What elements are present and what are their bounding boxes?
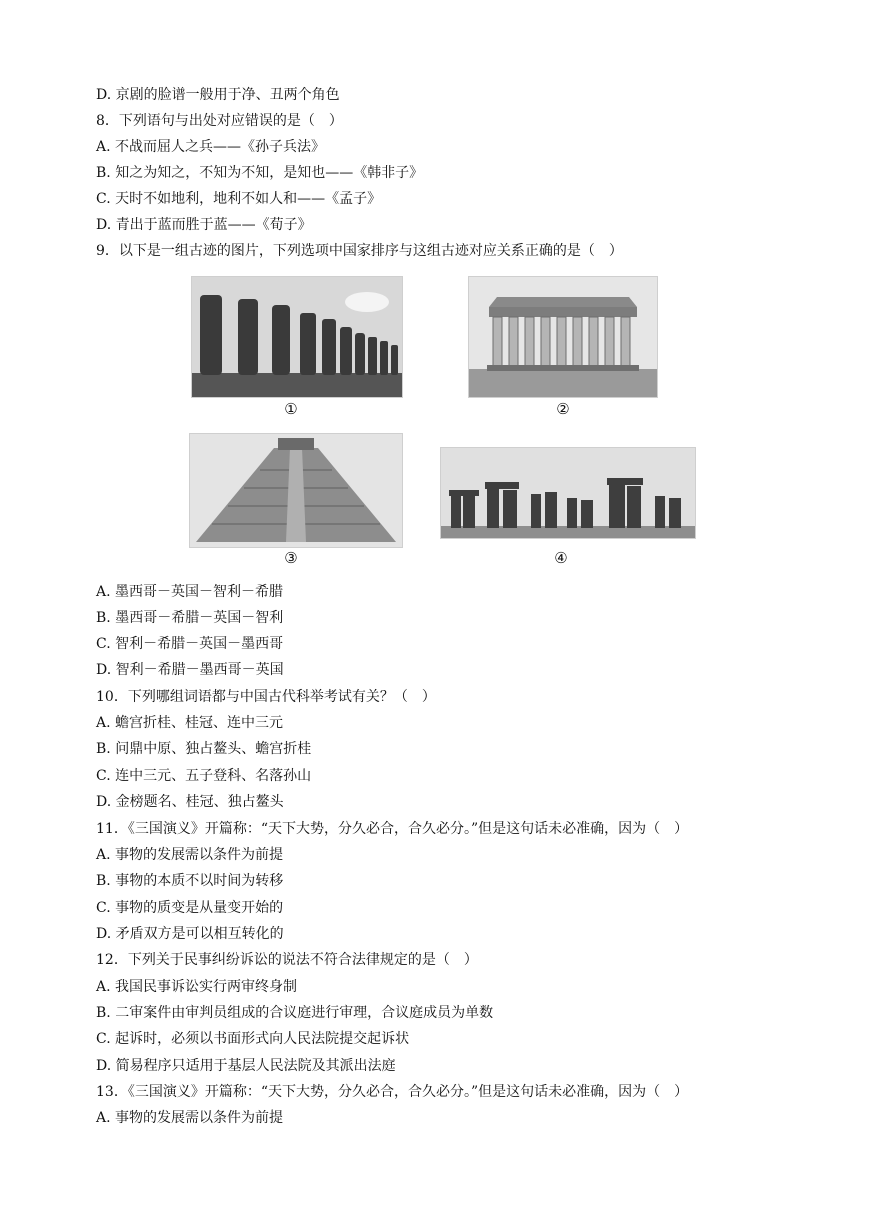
- question-11: 11．《三国演义》开篇称：“天下大势，分久必合，合久必分。”但是这句话未必准确，因为（ ）: [96, 821, 689, 837]
- option-c-q10: C. 连中三元、五子登科、名落孙山: [96, 768, 312, 784]
- option-a-q13: A. 事物的发展需以条件为前提: [96, 1110, 284, 1126]
- option-b-q9: B. 墨西哥－希腊－英国－智利: [96, 610, 284, 626]
- option-d-q7: D. 京剧的脸谱一般用于净、丑两个角色: [96, 87, 340, 103]
- question-13: 13．《三国演义》开篇称：“天下大势，分久必合，合久必分。”但是这句话未必准确，因为（ ）: [96, 1084, 689, 1100]
- option-a-q9: A. 墨西哥－英国－智利－希腊: [96, 584, 284, 600]
- option-d-q12: D. 简易程序只适用于基层人民法院及其派出法庭: [96, 1058, 396, 1074]
- image-caption-1: ①: [284, 400, 298, 418]
- option-c-q9: C. 智利－希腊－英国－墨西哥: [96, 636, 284, 652]
- option-b-q11: B. 事物的本质不以时间为转移: [96, 873, 284, 889]
- question-12: 12．下列关于民事纠纷诉讼的说法不符合法律规定的是（ ）: [96, 952, 478, 968]
- parthenon-photo: [468, 276, 658, 398]
- option-c-q8: C. 天时不如地利，地利不如人和——《孟子》: [96, 191, 382, 207]
- option-d-q8: D. 青出于蓝而胜于蓝——《荀子》: [96, 217, 312, 233]
- option-c-q12: C. 起诉时，必须以书面形式向人民法院提交起诉状: [96, 1031, 410, 1047]
- option-c-q11: C. 事物的质变是从量变开始的: [96, 900, 284, 916]
- image-caption-4: ④: [554, 549, 568, 567]
- option-d-q9: D. 智利－希腊－墨西哥－英国: [96, 662, 284, 678]
- option-b-q8: B. 知之为知之，不知为不知，是知也——《韩非子》: [96, 165, 424, 181]
- option-b-q10: B. 问鼎中原、独占鳌头、蟾宫折桂: [96, 741, 312, 757]
- mayan-pyramid-photo: [189, 433, 403, 548]
- option-a-q11: A. 事物的发展需以条件为前提: [96, 847, 284, 863]
- question-9: 9．以下是一组古迹的图片，下列选项中国家排序与这组古迹对应关系正确的是（ ）: [96, 243, 623, 259]
- option-d-q10: D. 金榜题名、桂冠、独占鳌头: [96, 794, 284, 810]
- image-caption-2: ②: [556, 400, 570, 418]
- moai-statues-photo: [191, 276, 403, 398]
- option-a-q12: A. 我国民事诉讼实行两审终身制: [96, 979, 298, 995]
- option-a-q8: A. 不战而屈人之兵——《孙子兵法》: [96, 139, 326, 155]
- option-b-q12: B. 二审案件由审判员组成的合议庭进行审理，合议庭成员为单数: [96, 1005, 494, 1021]
- image-caption-3: ③: [284, 549, 298, 567]
- stonehenge-photo: [440, 447, 696, 539]
- option-a-q10: A. 蟾宫折桂、桂冠、连中三元: [96, 715, 284, 731]
- option-d-q11: D. 矛盾双方是可以相互转化的: [96, 926, 284, 942]
- question-10: 10．下列哪组词语都与中国古代科举考试有关？（ ）: [96, 689, 436, 705]
- question-8: 8．下列语句与出处对应错误的是（ ）: [96, 113, 343, 129]
